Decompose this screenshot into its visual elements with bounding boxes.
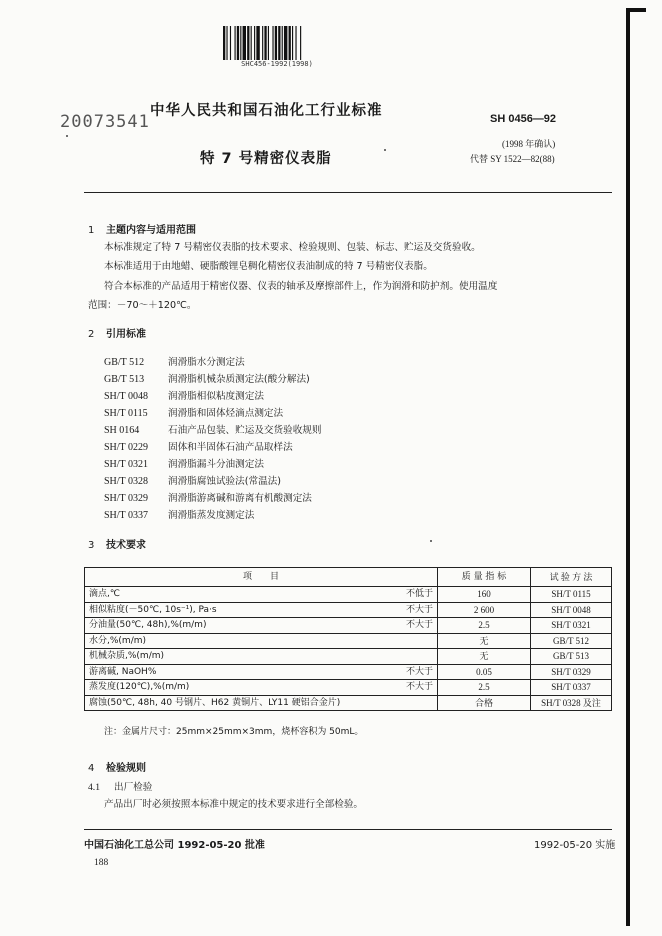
spec-item: 腐蚀(50℃, 48h, 40 号钢片、H62 黄铜片、LY11 硬铝合金片) <box>85 695 438 711</box>
section-4-heading: 4 检验规则 <box>88 763 146 774</box>
scan-dust <box>66 135 68 137</box>
reference-name: 石油产品包装、贮运及交货验收规则 <box>168 425 322 436</box>
reference-code: SH 0164 <box>104 425 140 436</box>
scan-edge-bar <box>626 8 630 926</box>
reference-code: SH/T 0337 <box>104 510 148 521</box>
table-note: 注：金属片尺寸：25mm×25mm×3mm，烧杯容积为 50mL。 <box>104 727 364 737</box>
reference-code: SH/T 0329 <box>104 493 148 504</box>
spec-row <box>85 695 612 711</box>
barcode <box>223 26 327 64</box>
spec-value: 2 600 <box>438 602 531 618</box>
reference-item <box>104 503 254 519</box>
spec-value: 无 <box>438 649 531 665</box>
implementation-date: 1992-05-20 实施 <box>534 840 616 851</box>
spec-item: 游离碱, NaOH% <box>85 664 390 680</box>
spec-row <box>85 664 612 680</box>
standard-code: SH 0456—92 <box>490 113 557 125</box>
reference-code: SH/T 0048 <box>104 391 148 402</box>
spec-method: SH/T 0321 <box>531 618 612 634</box>
reference-name: 润滑脂游离碱和游离有机酸测定法 <box>168 493 312 504</box>
reference-code: SH/T 0115 <box>104 408 148 419</box>
standard-confirm-year: (1998 年确认) <box>502 139 556 149</box>
spec-limit: 不大于 <box>389 618 438 634</box>
header-rule <box>84 192 612 193</box>
header-method: 试 验 方 法 <box>531 568 612 587</box>
reference-item <box>104 367 310 383</box>
subsection-4-1-heading: 4.1 出厂检验 <box>88 782 153 793</box>
reference-code: SH/T 0229 <box>104 442 148 453</box>
spec-value: 合格 <box>438 695 531 711</box>
section-3-heading: 3 技术要求 <box>88 540 146 551</box>
reference-name: 润滑脂蒸发度测定法 <box>168 510 255 521</box>
reference-item <box>104 435 293 451</box>
reference-code: SH/T 0328 <box>104 476 148 487</box>
section-1-para-3-cont: 范围：－70～＋120℃。 <box>88 300 197 311</box>
reference-name: 润滑脂和固体烃滴点测定法 <box>168 408 284 419</box>
reference-name: 润滑脂相似粘度测定法 <box>168 391 264 402</box>
spec-row <box>85 602 612 618</box>
spec-method: SH/T 0048 <box>531 602 612 618</box>
reference-item <box>104 418 322 434</box>
spec-table-header <box>85 568 612 587</box>
reference-item <box>104 486 312 502</box>
spec-row <box>85 649 612 665</box>
spec-limit: 不低于 <box>389 587 438 603</box>
section-1-para-2: 本标准适用于由地蜡、硬脂酸锂皂稠化精密仪表油制成的特 7 号精密仪表脂。 <box>104 261 433 272</box>
spec-row <box>85 680 612 696</box>
spec-row <box>85 587 612 603</box>
reference-code: SH/T 0321 <box>104 459 148 470</box>
header-item: 项 目 <box>85 568 438 587</box>
spec-method: SH/T 0328 及注 <box>531 695 612 711</box>
org-title: 中华人民共和国石油化工行业标准 <box>150 103 383 119</box>
spec-item: 相似粘度(－50℃, 10s⁻¹), Pa·s <box>85 602 390 618</box>
reference-code: GB/T 513 <box>104 374 145 385</box>
spec-value: 0.05 <box>438 664 531 680</box>
spec-item: 机械杂质,%(m/m) <box>85 649 438 665</box>
spec-item: 滴点,℃ <box>85 587 390 603</box>
section-2-heading: 2 引用标准 <box>88 329 146 340</box>
spec-row <box>85 633 612 649</box>
barcode-text: SHC456-1992(1998) <box>241 60 313 68</box>
reference-item <box>104 384 264 400</box>
section-1-heading: 1 主题内容与适用范围 <box>88 225 196 236</box>
reference-code: GB/T 512 <box>104 357 145 368</box>
reference-name: 润滑脂漏斗分油测定法 <box>168 459 264 470</box>
spec-table <box>84 567 612 711</box>
reference-name: 润滑脂水分测定法 <box>168 357 245 368</box>
header-value: 质 量 指 标 <box>438 568 531 587</box>
scan-dust <box>430 540 432 542</box>
spec-limit: 不大于 <box>389 602 438 618</box>
spec-value: 无 <box>438 633 531 649</box>
spec-method: GB/T 512 <box>531 633 612 649</box>
reference-item <box>104 469 281 485</box>
section-1-para-3: 符合本标准的产品适用于精密仪器、仪表的轴承及摩擦部件上，作为润滑和防护剂。使用温度 <box>104 281 498 292</box>
spec-limit: 不大于 <box>389 664 438 680</box>
spec-method: SH/T 0115 <box>531 587 612 603</box>
spec-row <box>85 618 612 634</box>
standard-title: 特 7 号精密仪表脂 <box>200 151 332 167</box>
stamp-number: 20073541 <box>60 112 150 132</box>
approval-info: 中国石油化工总公司 1992-05-20 批准 <box>84 840 265 851</box>
reference-item <box>104 401 283 417</box>
spec-limit: 不大于 <box>389 680 438 696</box>
spec-item: 蒸发度(120℃),%(m/m) <box>85 680 390 696</box>
reference-name: 润滑脂腐蚀试验法(常温法) <box>168 476 282 487</box>
spec-value: 160 <box>438 587 531 603</box>
section-1-para-1: 本标准规定了特 7 号精密仪表脂的技术要求、检验规则、包装、标志、贮运及交货验收。 <box>104 242 481 253</box>
spec-value: 2.5 <box>438 680 531 696</box>
spec-method: SH/T 0337 <box>531 680 612 696</box>
scan-edge-cap <box>626 8 646 12</box>
spec-method: SH/T 0329 <box>531 664 612 680</box>
spec-item: 水分,%(m/m) <box>85 633 438 649</box>
spec-value: 2.5 <box>438 618 531 634</box>
reference-name: 固体和半固体石油产品取样法 <box>168 442 293 453</box>
footer-rule <box>84 829 612 830</box>
reference-name: 润滑脂机械杂质测定法(酸分解法) <box>168 374 310 385</box>
page-number: 188 <box>94 858 109 868</box>
subsection-4-1-text: 产品出厂时必须按照本标准中规定的技术要求进行全部检验。 <box>104 799 364 810</box>
reference-item <box>104 350 245 366</box>
spec-method: GB/T 513 <box>531 649 612 665</box>
scan-dust <box>384 149 386 151</box>
standard-replaces: 代替 SY 1522—82(88) <box>470 154 555 164</box>
spec-item: 分油量(50℃, 48h),%(m/m) <box>85 618 390 634</box>
reference-item <box>104 452 264 468</box>
